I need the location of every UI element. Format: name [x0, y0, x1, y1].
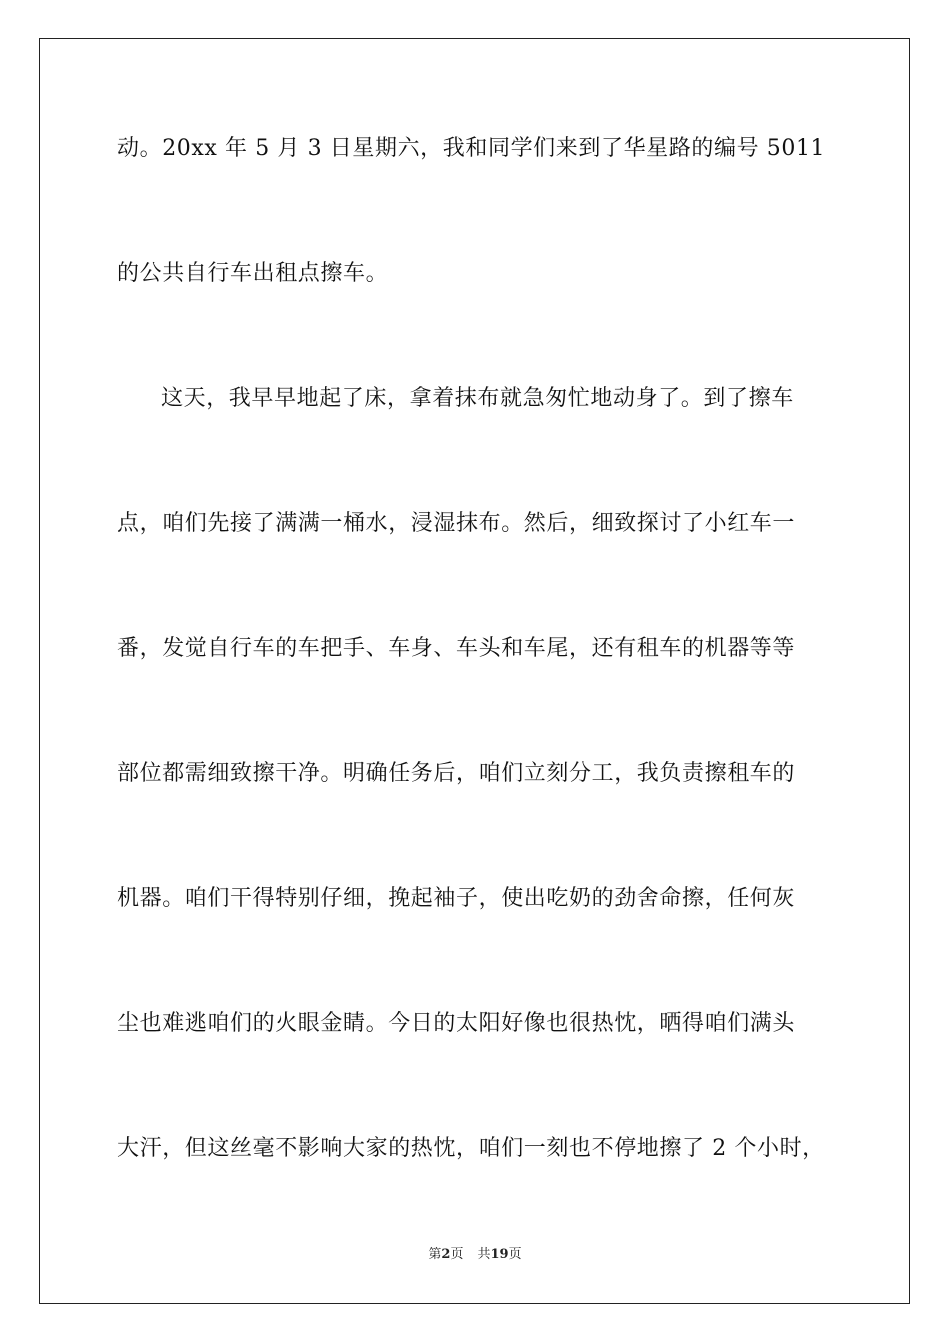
- page-border: [39, 38, 910, 1304]
- paragraph-line: 大汗，但这丝毫不影响大家的热忱，咱们一刻也不停地擦了 2 个小时，: [117, 1136, 825, 1161]
- paragraph-line: 这天，我早早地起了床，拿着抹布就急匆忙地动身了。到了擦车: [161, 386, 794, 411]
- total-prefix: 共: [477, 1247, 491, 1262]
- paragraph-line: 尘也难逃咱们的火眼金睛。今日的太阳好像也很热忱，晒得咱们满头: [117, 1011, 796, 1036]
- paragraph-line: 动。20xx 年 5 月 3 日星期六，我和同学们来到了华星路的编号 5011: [117, 136, 826, 161]
- total-suffix: 页: [508, 1247, 522, 1262]
- total-pages: 19: [490, 1247, 509, 1262]
- paragraph-line: 部位都需细致擦干净。明确任务后，咱们立刻分工，我负责擦租车的: [117, 761, 796, 786]
- paragraph-line: 的公共自行车出租点擦车。: [117, 261, 389, 286]
- paragraph-line: 机器。咱们干得特别仔细，挽起袖子，使出吃奶的劲舍命擦，任何灰: [117, 886, 796, 911]
- page-suffix: 页: [450, 1247, 464, 1262]
- paragraph-line: 番，发觉自行车的车把手、车身、车头和车尾，还有租车的机器等等: [117, 636, 796, 661]
- paragraph-line: 点，咱们先接了满满一桶水，浸湿抹布。然后，细致探讨了小红车一: [117, 511, 796, 536]
- page-prefix: 第: [428, 1247, 442, 1262]
- page-footer: [0, 1246, 950, 1264]
- page-number: 2: [441, 1247, 451, 1262]
